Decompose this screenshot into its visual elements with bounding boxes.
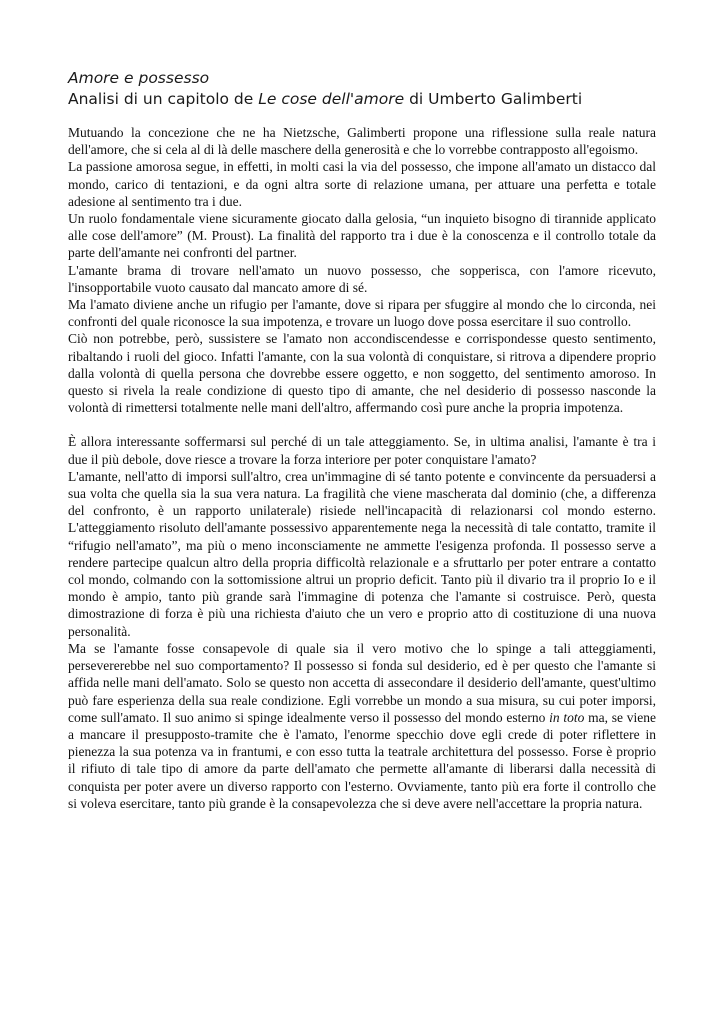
subtitle-suffix: di Umberto Galimberti bbox=[404, 90, 583, 108]
paragraph-9-part-1: Ma se l'amante fosse consapevole di quale sia il vero motivo che lo spinge a tali atteggiamenti, persevererebbe nel suo comportamento? Il possesso si fonda sul desiderio, ed è per questo che l'amante si affida nelle mani dell'amato. Solo se questo non accetta di assecondare il desiderio dell'amante, quest'ultimo può fare esperienza della sua reale condizione. Egli vorrebbe un mondo a sua misura, su cui poter imporsi, come sull'amato. Il suo animo si spinge idealmente verso il possesso del mondo esterno bbox=[68, 640, 656, 725]
paragraph-4: L'amante brama di trovare nell'amato un nuovo possesso, che sopperisca, con l'amore ricevuto, l'insopportabile vuoto causato dal mancato amore di sé. bbox=[68, 262, 656, 295]
subtitle-book-title: Le cose dell'amore bbox=[258, 90, 405, 108]
subtitle-prefix: Analisi di un capitolo de bbox=[68, 90, 259, 108]
paragraph-7: È allora interessante soffermarsi sul perché di un tale atteggiamento. Se, in ultima analisi, l'amante è tra i due il più debole, dove riesce a trovare la forza interiore per poter conquistare l'amato? bbox=[68, 434, 656, 467]
paragraph-1: Mutuando la concezione che ne ha Nietzsche, Galimberti propone una riflessione sulla reale natura dell'amore, che si cela al di là delle maschere della generosità e che lo vorrebbe contrapposto all'egoismo. bbox=[68, 125, 656, 158]
document-header bbox=[68, 68, 668, 110]
paragraph-5: Ma l'amato diviene anche un rifugio per l'amante, dove si ripara per sfuggire al mondo che lo circonda, nei confronti del quale riconosce la sua impotenza, e trovare un luogo dove possa esercitare il suo controllo. bbox=[68, 297, 656, 330]
document-title: Amore e possesso bbox=[68, 69, 210, 87]
paragraph-8: L'amante, nell'atto di imporsi sull'altro, crea un'immagine di sé tanto potente e convincente da persuadersi a sua volta che quella sia la sua vera natura. La fragilità che viene mascherata dal dominio (che, a differenza del confronto, è un rapporto unilaterale) risiede nell'incapacità di relazionarsi col mondo esterno. L'atteggiamento risoluto dell'amante possessivo apparentemente nega la necessità di tale contatto, tramite il “rifugio nell'amato”, ma più o meno inconsciamente ne ammette l'esigenza profonda. Il possesso serve a rendere partecipe qualcun altro della propria difficoltà relazionale e a sfruttarlo per poter entrare a contatto col mondo, colmando con la sottomissione altrui un proprio deficit. Tanto più il divario tra il proprio Io e il mondo è ampio, tanto più grande sarà l'immagine di potenza che l'amante si costruisce. Però, questa dimostrazione di forza è più una richiesta d'aiuto che un vero e proprio atto di costituzione di una nuova personalità. bbox=[68, 468, 656, 639]
paragraph-2: La passione amorosa segue, in effetti, in molti casi la via del possesso, che impone all'amato un distacco dal mondo, carico di tentazioni, e da ogni altra sorte di relazione umana, per attuare una perfetta e totale adesione al sentimento tra i due. bbox=[68, 159, 656, 209]
paragraph-6: Ciò non potrebbe, però, sussistere se l'amato non accondiscendesse e corrispondesse questo sentimento, ribaltando i ruoli del gioco. Infatti l'amante, con la sua volontà di conquistare, si ritrova a dipendere proprio dalla volontà di quella persona che dovrebbe essere oggetto, e non soggetto, del sentimento amoroso. In questo si rivela la reale condizione di questo tipo di amante, che nel desiderio di possesso nasconde la volontà di rimettersi totalmente nelle mani dell'altro, affermando così pure anche la propria impotenza. bbox=[68, 331, 656, 416]
paragraph-9 bbox=[68, 640, 656, 812]
paragraph-3: Un ruolo fondamentale viene sicuramente giocato dalla gelosia, “un inquieto bisogno di tirannide applicato alle cose dell'amore” (M. Proust). La finalità del rapporto tra i due è la conoscenza e il controllo totale da parte dell'amante nei confronti del partner. bbox=[68, 211, 656, 261]
paragraph-9-italic: in toto bbox=[549, 709, 585, 725]
document-body bbox=[68, 124, 656, 812]
paragraph-9-part-2: ma, se viene a mancare il presupposto-tramite che è l'amato, l'enorme specchio dove egli crede di poter riflettere in pienezza la sua potenza va in frantumi, e con esso tutta la teatrale architettura del possesso. Forse è proprio il rifiuto di tale tipo di amore da parte dell'amato che permette all'amante di liberarsi dalla necessità di conquista per poter avere un diverso rapporto con l'esterno. Ovviamente, tanto più era forte il controllo che si voleva esercitare, tanto più grande è la consapevolezza che si deve avere nell'accettare la propria natura. bbox=[68, 709, 656, 811]
document-subtitle bbox=[68, 89, 668, 110]
